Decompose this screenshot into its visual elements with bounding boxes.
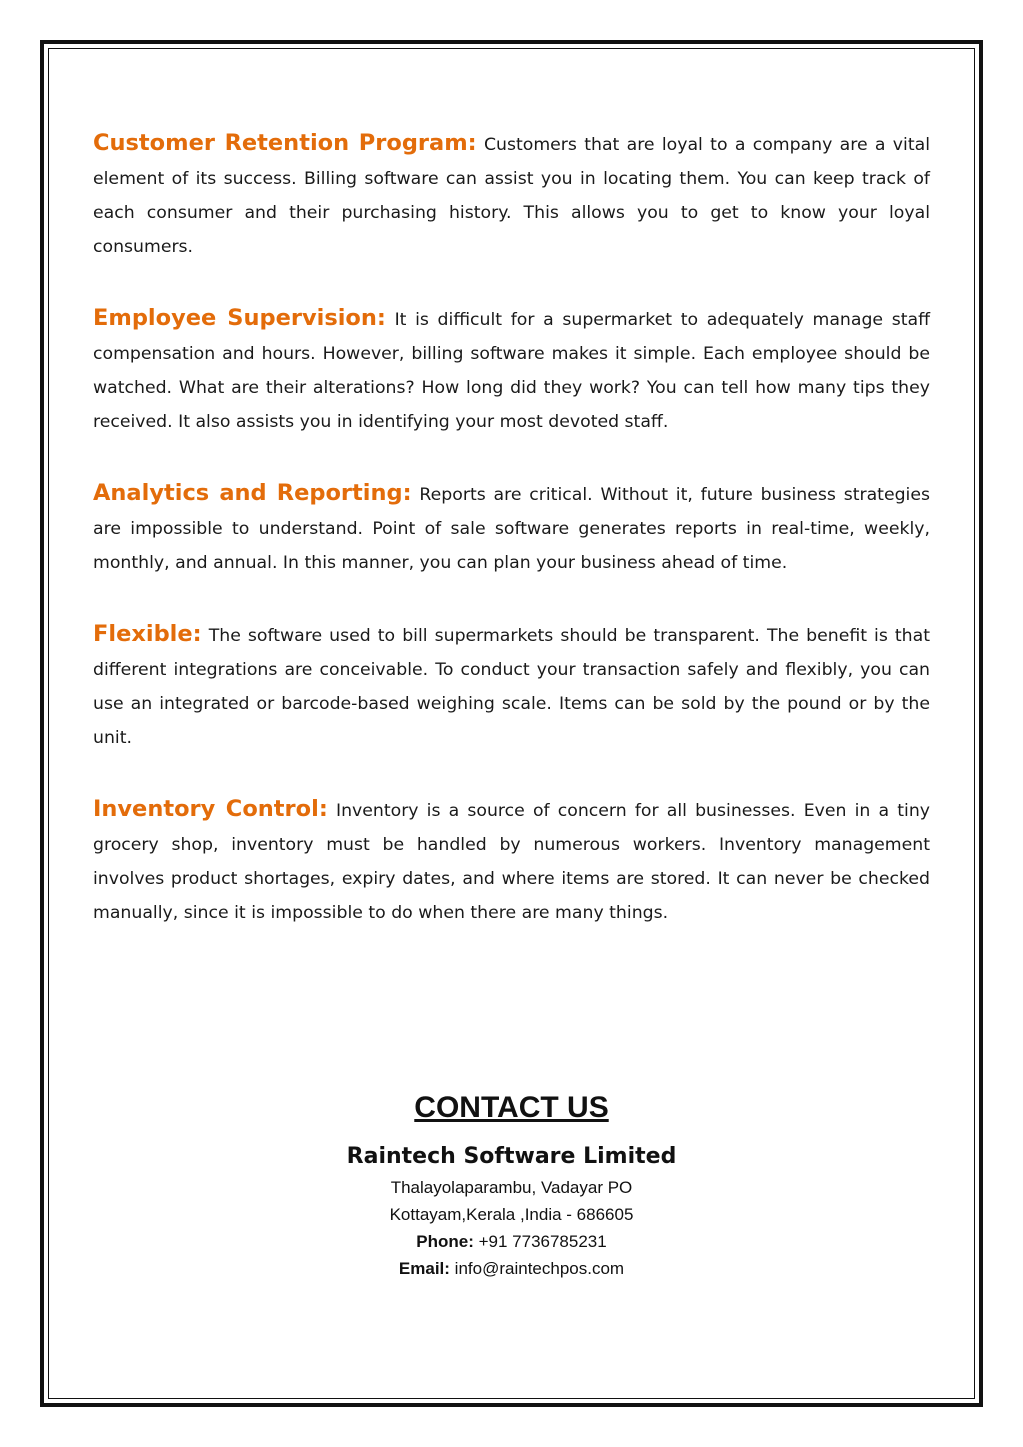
section-heading: Customer Retention Program: (93, 130, 477, 156)
email-label: Email: (398, 1259, 450, 1278)
section-customer-retention (93, 126, 930, 264)
address-line-1: Thalayolaparambu, Vadayar PO (390, 1178, 633, 1197)
section-text: Customers that are loyal to a company are a vital element of its success. Billing software can assist you in locating them. You can keep track of each consumer and their purchasing history. This allows you to get to know your loyal consumers. (93, 135, 930, 257)
contact-block (93, 1088, 930, 1282)
email-address[interactable]: info@raintechpos.com (449, 1259, 625, 1278)
document-body (93, 126, 930, 967)
section-text: Inventory is a source of concern for all businesses. Even in a tiny grocery shop, inventory must be handled by numerous workers. Inventory management involves product shortages, expiry dates, and where items are stored. It can never be checked manually, since it is impossible to do when there are many things. (93, 801, 930, 923)
phone-label: Phone: (416, 1232, 474, 1251)
section-heading: Inventory Control: (93, 796, 328, 822)
section-heading: Analytics and Reporting: (93, 480, 412, 506)
section-text: The software used to bill supermarkets should be transparent. The benefit is that different integrations are conceivable. To conduct your transaction safely and flexibly, you can use an integrated or barcode-based weighing scale. Items can be sold by the pound or by the unit. (93, 626, 930, 748)
section-text: Reports are critical. Without it, future business strategies are impossible to understand. Point of sale software generates reports in real-time, weekly, monthly, and annual. In this manner, you can plan your business ahead of time. (93, 485, 930, 573)
section-flexible (93, 617, 930, 755)
address-line-2: Kottayam,Kerala ,India - 686605 (389, 1205, 634, 1224)
phone-line (93, 1228, 930, 1255)
section-heading: Employee Supervision: (93, 305, 386, 331)
phone-number[interactable]: +91 7736785231 (473, 1232, 607, 1251)
section-inventory-control (93, 792, 930, 930)
section-analytics-reporting (93, 476, 930, 580)
contact-title: CONTACT US (414, 1091, 609, 1124)
section-employee-supervision (93, 301, 930, 439)
email-line (93, 1255, 930, 1282)
section-text: It is difficult for a supermarket to adequately manage staff compensation and hours. However, billing software makes it simple. Each employee should be watched. What are their alterations? How long did they work? You can tell how many tips they received. It also assists you in identifying your most devoted staff. (93, 310, 930, 432)
company-name: Raintech Software Limited (346, 1144, 677, 1169)
section-heading: Flexible: (93, 621, 202, 647)
